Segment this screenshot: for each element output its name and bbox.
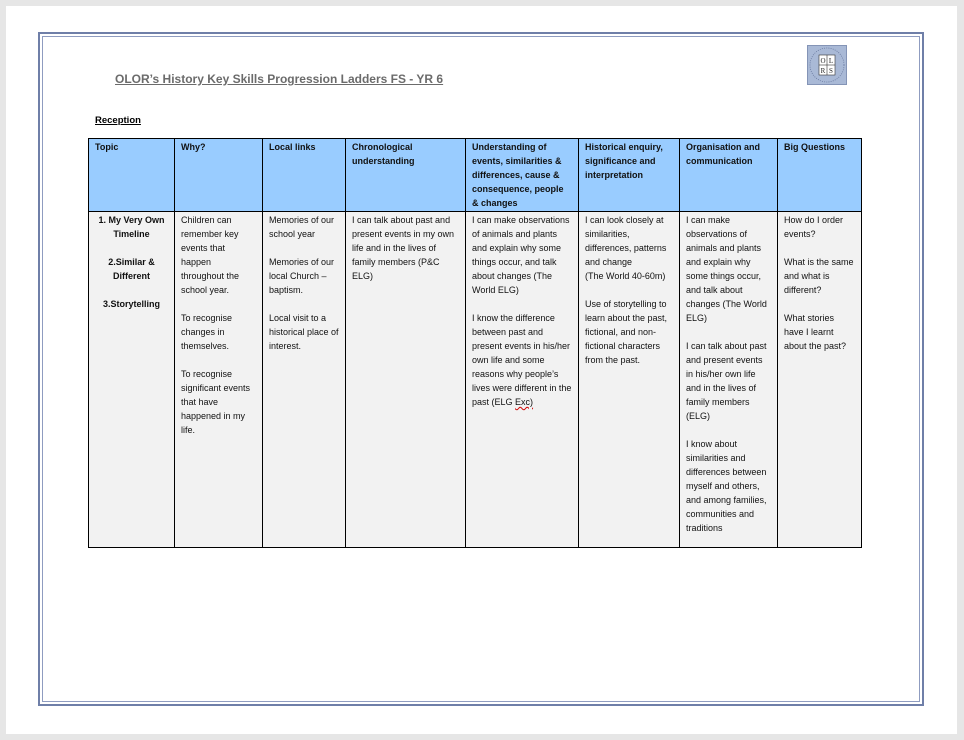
cell-paragraph xyxy=(472,311,572,409)
cell-paragraph: Use of storytelling to learn about the past, fictional, and non-fictional characters from the past. xyxy=(585,299,668,365)
header-chronological: Chronological understanding xyxy=(346,139,466,212)
table-header-row xyxy=(89,139,862,212)
header-why: Why? xyxy=(175,139,263,212)
logo-letter-1: O xyxy=(820,57,826,65)
skills-table xyxy=(88,138,862,548)
header-topic: Topic xyxy=(89,139,175,212)
header-big-questions: Big Questions xyxy=(778,139,862,212)
cell-topic xyxy=(89,212,175,548)
cell-why xyxy=(175,212,263,548)
cell-paragraph: I know about similarities and differences between myself and others, and among families, communities and traditions xyxy=(686,439,767,533)
cell-paragraph: I can talk about past and present events in my own life and in the lives of family members (P&C ELG) xyxy=(352,215,455,281)
header-organisation: Organisation and communication xyxy=(680,139,778,212)
header-understanding: Understanding of events, similarities & differences, cause & consequence, people & changes xyxy=(466,139,579,212)
header-local-links: Local links xyxy=(263,139,346,212)
header-enquiry: Historical enquiry, significance and interpretation xyxy=(579,139,680,212)
spellcheck-underlined-text: Exc) xyxy=(515,397,534,407)
cell-paragraph: Local visit to a historical place of interest. xyxy=(269,313,339,351)
logo-letter-4: S xyxy=(829,67,833,75)
document-page xyxy=(6,6,957,734)
cell-paragraph: How do I order events? xyxy=(784,215,844,239)
cell-big-questions xyxy=(778,212,862,548)
cell-paragraph: I can look closely at similarities, differences, patterns and change xyxy=(585,215,667,267)
logo-letter-2: L xyxy=(828,57,834,65)
document-title: OLOR’s History Key Skills Progression Ladders FS - YR 6 xyxy=(115,72,444,86)
topic-item: 2.Similar & Different xyxy=(108,257,155,281)
school-logo xyxy=(807,45,847,85)
cell-paragraph: I can make observations of animals and plants and explain why some things occur, and talk about changes (The World ELG) xyxy=(472,215,570,295)
cell-enquiry xyxy=(579,212,680,548)
topic-item: 3.Storytelling xyxy=(102,299,160,309)
cell-paragraph: To recognise significant events that have happened in my life. xyxy=(181,369,251,435)
table-row xyxy=(89,212,862,548)
section-heading: Reception xyxy=(95,115,141,126)
logo-letter-3: R xyxy=(820,67,826,75)
cell-paragraph: What is the same and what is different? xyxy=(784,257,854,295)
cell-text: I know the difference between past and present events in his/her own life and some reasons why people’s lives were different in the past (ELG xyxy=(472,313,572,407)
cell-paragraph: What stories have I learnt about the past? xyxy=(784,313,847,351)
topic-item: 1. My Very Own Timeline xyxy=(98,215,165,239)
cell-organisation xyxy=(680,212,778,548)
cell-paragraph: Memories of our school year xyxy=(269,215,335,239)
cell-paragraph: I can talk about past and present events in his/her own life and in the lives of family members (ELG) xyxy=(686,341,767,421)
cell-paragraph: To recognise changes in themselves. xyxy=(181,313,233,351)
cell-paragraph: Children can remember key events that happen throughout the school year. xyxy=(181,215,240,295)
school-crest-icon xyxy=(808,46,846,84)
cell-paragraph: (The World 40-60m) xyxy=(585,271,666,281)
cell-paragraph: Memories of our local Church – baptism. xyxy=(269,257,335,295)
cell-chronological xyxy=(346,212,466,548)
cell-paragraph: I can make observations of animals and plants and explain why some things occur, and talk about changes (The World ELG) xyxy=(686,215,767,323)
cell-local-links xyxy=(263,212,346,548)
cell-understanding xyxy=(466,212,579,548)
